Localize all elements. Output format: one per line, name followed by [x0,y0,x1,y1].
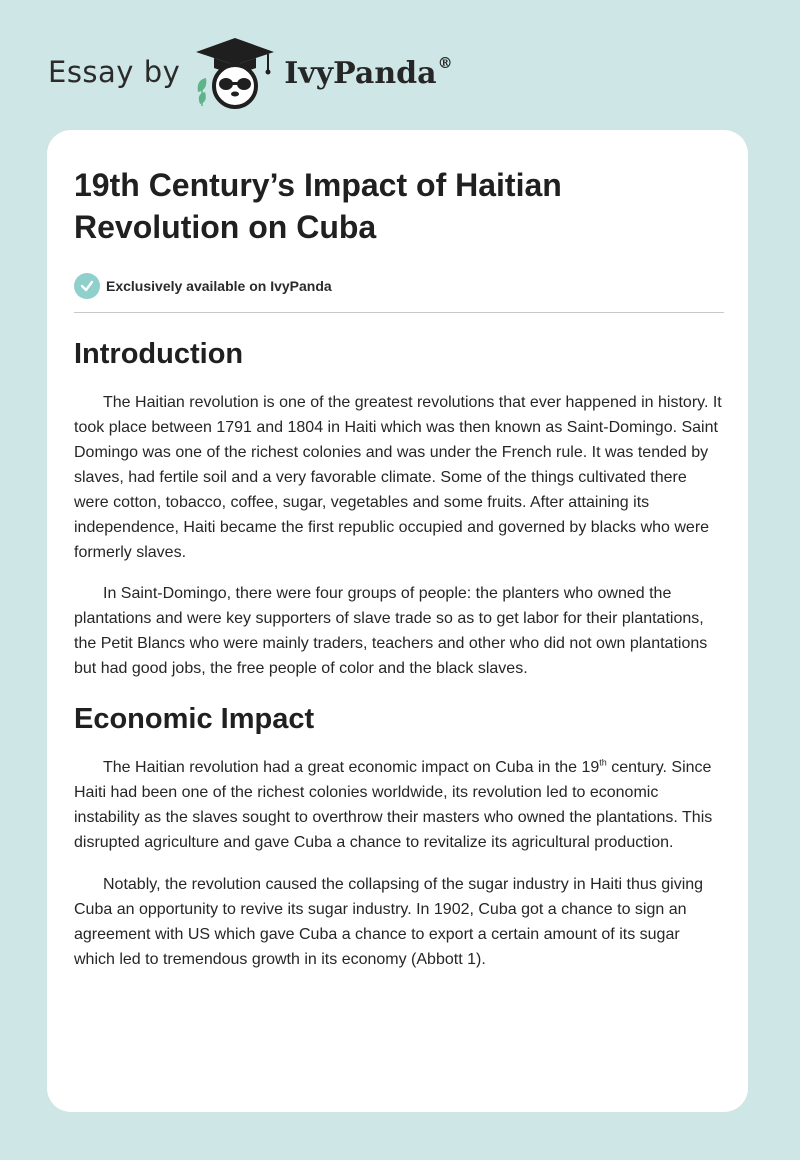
check-circle-icon [74,273,100,299]
panda-graduate-logo-icon[interactable] [194,34,276,110]
exclusive-badge [74,272,724,300]
paragraph [74,755,724,855]
section-heading-introduction: Introduction [74,338,244,370]
site-header [48,32,453,112]
essay-content [74,164,724,972]
paragraph-text: The Haitian revolution had a great economic impact on Cuba in the 19 [103,759,600,776]
divider [74,312,724,313]
brand-name[interactable] [284,53,453,91]
paragraph: The Haitian revolution is one of the greatest revolutions that ever happened in history. It took place between 1791 and 1804 in Haiti which was then known as Saint-Domingo. Saint Domingo was one of the richest colonies and was under the French rule. It was tended by slaves, had fertile soil and a very favorable climate. Some of the things cultivated there were cotton, tobacco, coffee, sugar, vegetables and some fruits. After attaining its independence, Haiti became the first republic occupied and governed by blacks who were formerly slaves. [74,394,722,561]
essay-by-label: Essay by [48,55,181,89]
exclusive-label: Exclusively available on IvyPanda [106,278,332,294]
essay-card [47,130,748,1112]
section-heading-economic-impact: Economic Impact [74,703,315,735]
paragraph: Notably, the revolution caused the collapsing of the sugar industry in Haiti thus giving Cuba an opportunity to revive its sugar industry. In 1902, Cuba got a chance to sign an agreement with US which gave Cuba a chance to export a certain amount of its sugar which led to tremendous growth in its economy (Abbott 1). [74,876,704,968]
registered-mark: ® [437,53,453,72]
essay-title: 19th Century’s Impact of Haitian Revolution on Cuba [74,167,562,245]
paragraph: In Saint-Domingo, there were four groups of people: the planters who owned the plantations and were key supporters of slave trade so as to get labor for their plantations, the Petit Blancs who were mainly traders, teachers and other who did not own plantations but had good jobs, the free people of color and the black slaves. [74,585,708,677]
brand-text: IvyPanda [284,55,437,91]
superscript: th [599,757,607,768]
paragraph-text: century. Since Haiti had been one of the richest colonies worldwide, its revolution led to economic instability as the slaves sought to overthrow their masters who owned the plantations. This disrupted agriculture and gave Cuba a chance to revitalize its agricultural production. [74,759,713,851]
